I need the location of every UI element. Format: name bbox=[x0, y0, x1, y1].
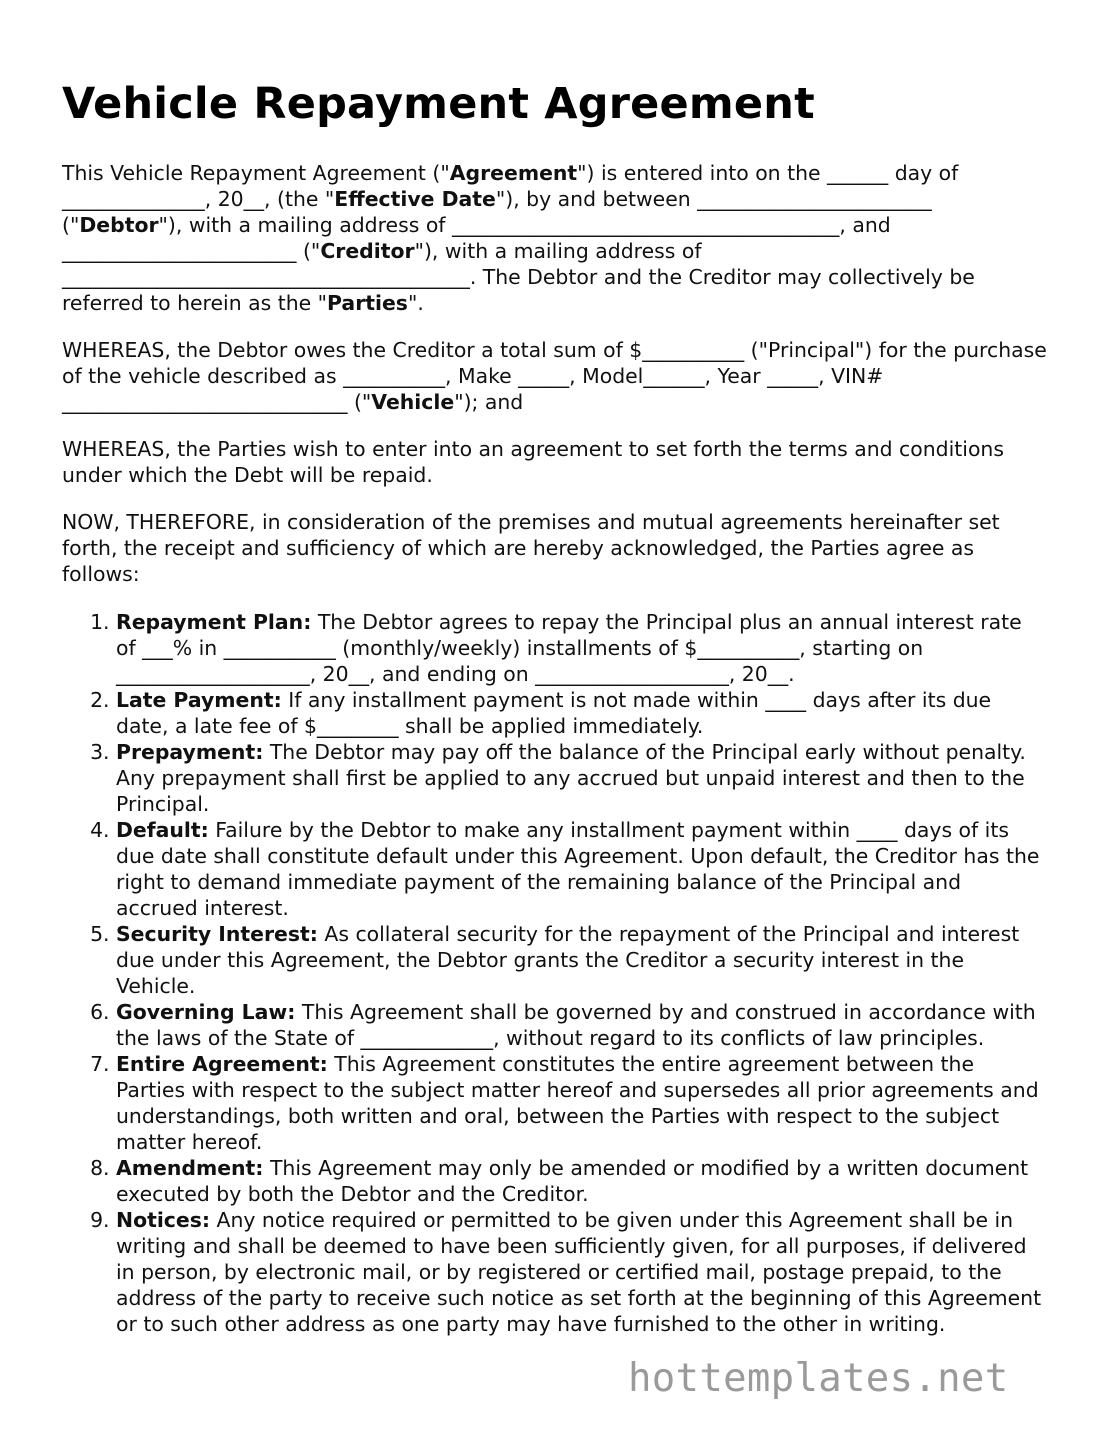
debtor-term: Debtor bbox=[79, 213, 159, 237]
clause-text: This Agreement constitutes the entire agreement between the Parties with respect to the subject matter hereof and supersedes all prior agreements and understandings, both written and oral, between the Parties with respect to the subject matter hereof. bbox=[116, 1052, 1039, 1154]
clause-heading: Prepayment: bbox=[116, 740, 264, 764]
clause-notices bbox=[116, 1207, 1047, 1337]
clause-heading: Security Interest: bbox=[116, 922, 318, 946]
clause-heading: Late Payment: bbox=[116, 688, 282, 712]
whereas-paragraph-2: WHEREAS, the Parties wish to enter into an agreement to set forth the terms and conditions under which the Debt will be repaid. bbox=[62, 437, 1004, 487]
vehicle-term: Vehicle bbox=[371, 390, 455, 414]
intro-paragraph bbox=[62, 160, 1047, 316]
whereas-1-text-2: "); and bbox=[454, 390, 524, 414]
document-title: Vehicle Repayment Agreement bbox=[62, 79, 815, 129]
now-therefore-paragraph: NOW, THEREFORE, in consideration of the premises and mutual agreements hereinafter set forth, the receipt and sufficiency of which are hereby acknowledged, the Parties agree as follows: bbox=[62, 510, 1000, 586]
clause-text: The Debtor may pay off the balance of the Principal early without penalty. Any prepayment shall first be applied to any accrued but unpaid interest and then to the Principal. bbox=[116, 740, 1026, 816]
agreement-term: Agreement bbox=[449, 161, 578, 185]
intro-text-5: "), with a mailing address of ________________________________________. The Debtor and the Creditor may collectively be referred to herein as the " bbox=[62, 239, 975, 315]
clause-heading: Entire Agreement: bbox=[116, 1052, 328, 1076]
clause-late-payment bbox=[116, 687, 1047, 739]
clause-prepayment bbox=[116, 739, 1047, 817]
parties-term: Parties bbox=[327, 291, 408, 315]
clause-heading: Notices: bbox=[116, 1208, 211, 1232]
clause-text: The Debtor agrees to repay the Principal plus an annual interest rate of ___% in ___________ (monthly/weekly) installments of $__________, starting on ___________________, 20__, and ending on ___________________, 20__. bbox=[116, 610, 1022, 686]
clause-text: Failure by the Debtor to make any installment payment within ____ days of its due date shall constitute default under this Agreement. Upon default, the Creditor has the right to demand immediate payment of the remaining balance of the Principal and accrued interest. bbox=[116, 818, 1040, 920]
effective-date-term: Effective Date bbox=[334, 187, 496, 211]
clause-text: As collateral security for the repayment of the Principal and interest due under this Agreement, the Debtor grants the Creditor a security interest in the Vehicle. bbox=[116, 922, 1020, 998]
creditor-term: Creditor bbox=[320, 239, 415, 263]
clause-amendment bbox=[116, 1155, 1047, 1207]
document-page bbox=[62, 78, 1047, 1337]
clause-heading: Governing Law: bbox=[116, 1000, 296, 1024]
clause-entire-agreement bbox=[116, 1051, 1047, 1155]
clause-security-interest bbox=[116, 921, 1047, 999]
clause-heading: Repayment Plan: bbox=[116, 610, 312, 634]
intro-text-3: "), by and between _______________________ (" bbox=[62, 187, 932, 237]
clause-heading: Default: bbox=[116, 818, 209, 842]
intro-text-4: "), with a mailing address of ______________________________________, and _______________________ (" bbox=[62, 213, 891, 263]
clause-heading: Amendment: bbox=[116, 1156, 264, 1180]
clause-repayment-plan bbox=[116, 609, 1047, 687]
whereas-paragraph-1 bbox=[62, 337, 1047, 415]
intro-text-2: ") is entered into on the ______ day of ______________, 20__, (the " bbox=[62, 161, 959, 211]
clauses-list bbox=[62, 609, 1047, 1337]
watermark: hottemplates.net bbox=[628, 1356, 1009, 1401]
clause-text: This Agreement shall be governed by and construed in accordance with the laws of the State of _____________, without regard to its conflicts of law principles. bbox=[116, 1000, 1036, 1050]
clause-text: This Agreement may only be amended or modified by a written document executed by both the Debtor and the Creditor. bbox=[116, 1156, 1029, 1206]
clause-text: If any installment payment is not made within ____ days after its due date, a late fee of $________ shall be applied immediately. bbox=[116, 688, 992, 738]
intro-text-1: This Vehicle Repayment Agreement (" bbox=[62, 161, 450, 185]
clause-governing-law bbox=[116, 999, 1047, 1051]
intro-text-6: ". bbox=[407, 291, 424, 315]
clause-text: Any notice required or permitted to be given under this Agreement shall be in writing and shall be deemed to have been sufficiently given, for all purposes, if delivered in person, by electronic mail, or by registered or certified mail, postage prepaid, to the address of the party to receive such notice as set forth at the beginning of this Agreement or to such other address as one party may have furnished to the other in writing. bbox=[116, 1208, 1042, 1336]
whereas-1-text-1: WHEREAS, the Debtor owes the Creditor a total sum of $__________ ("Principal") for the purchase of the vehicle described as __________, Make _____, Model______, Year _____, VIN# ____________________________ (" bbox=[62, 338, 1047, 414]
clause-default bbox=[116, 817, 1047, 921]
